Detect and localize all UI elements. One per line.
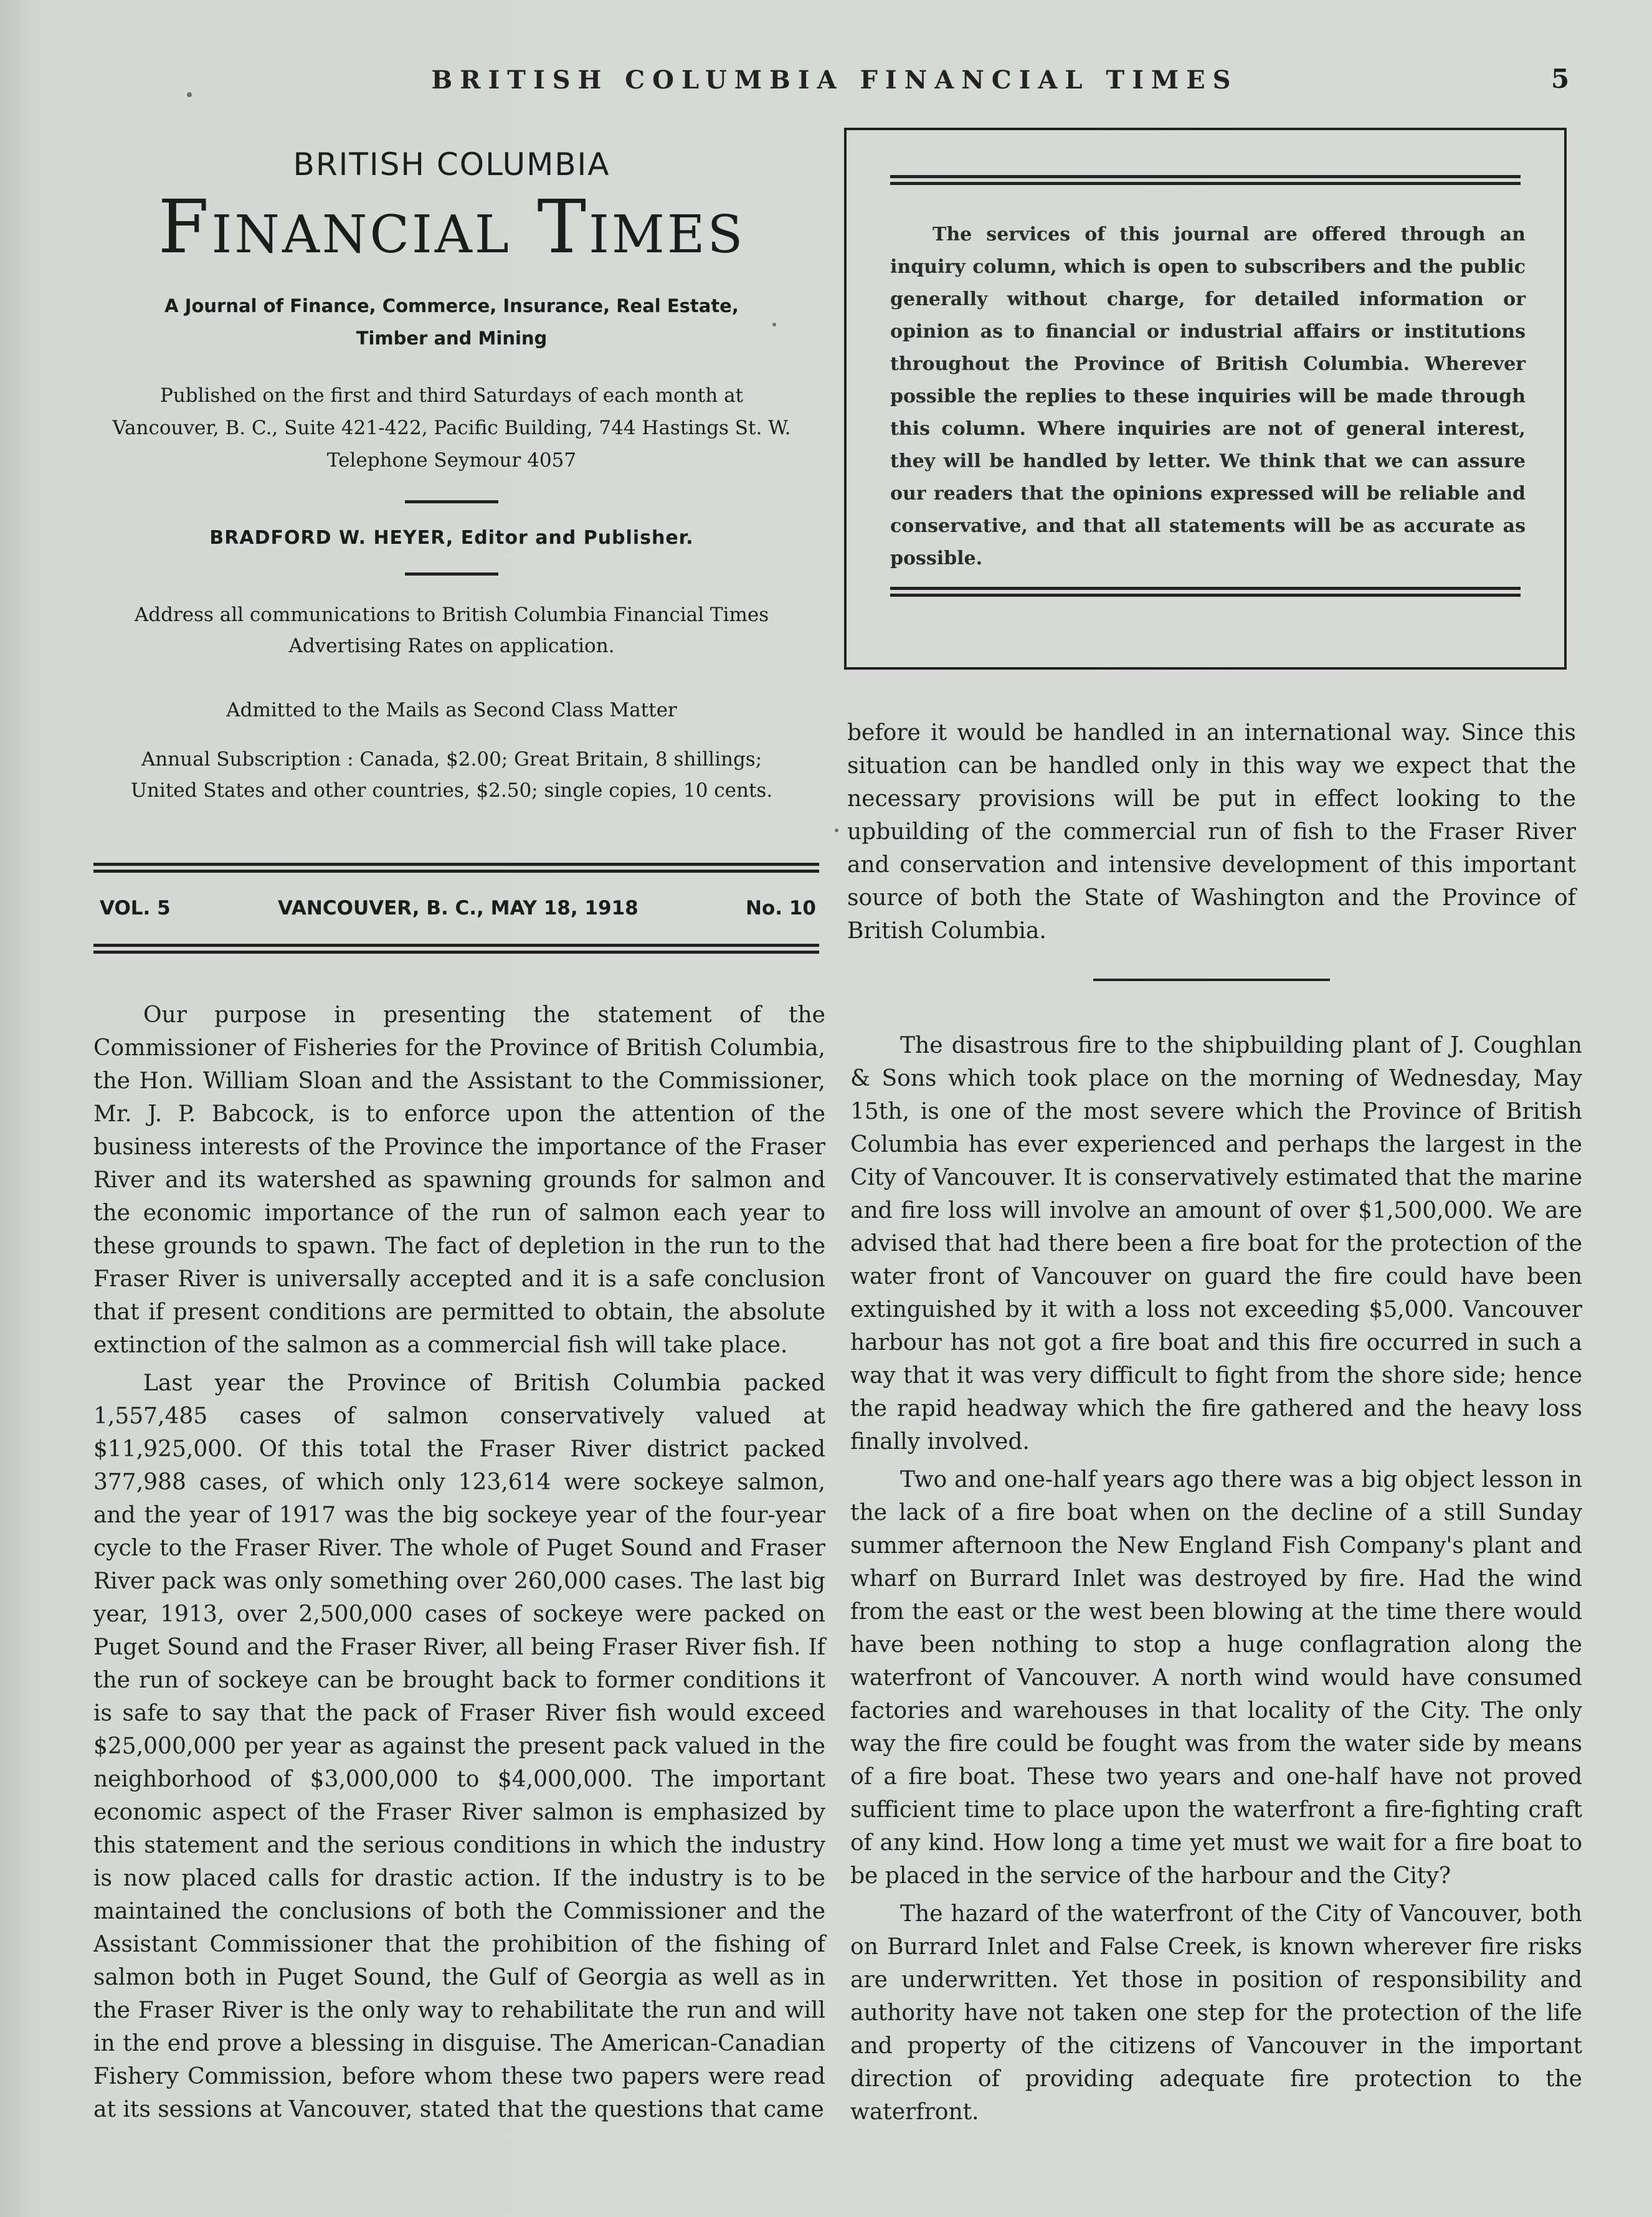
- issue-rule-bottom: [93, 944, 819, 954]
- box-rule-top: [890, 175, 1521, 185]
- running-head: BRITISH COLUMBIA FINANCIAL TIMES: [431, 65, 1238, 95]
- article-paragraph: Last year the Province of British Columbia packed 1,557,485 cases of salmon conservatively valued at $11,925,000. Of this total the Fraser River district packed 377,988 cases, of which only 123,614 were sockeye salmon, and the year of 1917 was the big sockeye year of the four-year cycle to the Fraser River. The whole of Puget Sound and Fraser River pack was only something over 260,000 cases. The last big year, 1913, over 2,500,000 cases of sockeye were packed on Puget Sound and the Fraser River, all being Fraser River fish. If the run of sockeye can be brought back to former conditions it is safe to say that the pack of Fraser River fish would exceed $25,000,000 per year as against the present pack valued in the neighborhood of $3,000,000 to $4,000,000. The important economic aspect of the Fraser River salmon is emphasized by this statement and the serious conditions in which the industry is now placed calls for drastic action. If the industry is to be maintained the conclusions of both the Commissioner and the Assistant Commissioner that the prohibition of the fishing of salmon both in Puget Sound, the Gulf of Georgia as well as in the Fraser River is the only way to rehabilitate the run and will in the end prove a blessing in disguise. The American-Canadian Fishery Commission, before whom these two papers were read at its sessions at Vancouver, stated that the questions that came: [93, 1370, 825, 2122]
- editorial-paragraph: The hazard of the waterfront of the City of Vancouver, both on Burrard Inlet and False Creek, is known wherever fire risks are underwritten. Yet those in position of responsibility and authority have not taken one step for the protection of the life and property of the citizens of Vancouver in the important direction of providing adequate fire protection to the waterfront.: [850, 1901, 1582, 2125]
- masthead-title-line1: BRITISH COLUMBIA: [293, 146, 610, 183]
- editorial-paragraph: The disastrous fire to the shipbuilding plant of J. Coughlan & Sons which took place on the morning of Wednesday, May 15th, is one of the most severe which the Province of British Columbia has ever experienced and perhaps the largest in the City of Vancouver. It is conservatively estimated that the marine and fire loss will involve an amount of over $1,500,000. We are advised that had there been a fire boat for the protection of the water front of Vancouver on guard the fire could have been extinguished by it with a loss not exceeding $5,000. Vancouver harbour has not got a fire boat and this fire occurred in such a way that it was very difficult to fight from the shore side; hence the rapid headway which the fire gathered and the heavy loss finally involved.: [850, 1033, 1582, 1455]
- inquiry-notice-box: [844, 128, 1567, 670]
- published-line2: Vancouver, B. C., Suite 421-422, Pacific Building, 744 Hastings St. W.: [112, 416, 791, 439]
- issue-rule-top: [93, 863, 819, 873]
- subtitle-line2: Timber and Mining: [356, 327, 548, 349]
- masthead: [87, 140, 816, 806]
- right-column-continuation: [847, 716, 1576, 952]
- ink-speck: [187, 92, 192, 97]
- editorial-paragraph: Two and one-half years ago there was a big object lesson in the lack of a fire boat when on the decline of a still Sunday summer afternoon the New England Fish Company's plant and wharf on Burrard Inlet was destroyed by fire. Had the wind from the east or the west been blowing at the time there would have been nothing to stop a huge conflagration along the waterfront of Vancouver. A north wind would have consumed factories and warehouses in that locality of the City. The only way the fire could be fought was from the water side by means of a fire boat. These two years and one-half have not proved sufficient time to place upon the waterfront a fire-fighting craft of any kind. How long a time yet must we wait for a fire boat to be placed in the service of the harbour and the City?: [850, 1467, 1582, 1889]
- ink-speck: [835, 828, 838, 832]
- publication-info: [87, 379, 816, 477]
- mail-class-notice: Admitted to the Mails as Second Class Matter: [226, 698, 677, 721]
- inquiry-notice-text: The services of this journal are offered through an inquiry column, which is open to subscribers and the public generally without charge, for detailed information or opinion as to financial or industrial affairs or institutions throughout the Province of British Columbia. Wherever possible the replies to these inquiries will be made through this column. Where inquiries are not of general interest, they will be handled by letter. We think that we can assure our readers that the opinions expressed will be reliable and conservative, and that all statements will be as accurate as possible.: [890, 224, 1526, 569]
- address-line2: Advertising Rates on application.: [288, 634, 615, 657]
- masthead-title-line2: Financial Times: [158, 184, 746, 270]
- subtitle-line1: A Journal of Finance, Commerce, Insurance, Real Estate,: [164, 295, 739, 316]
- box-rule-bottom: [890, 587, 1521, 597]
- published-line1: Published on the first and third Saturdays of each month at: [159, 384, 744, 407]
- address-line1: Address all communications to British Columbia Financial Times: [134, 603, 769, 626]
- volume: VOL. 5: [100, 897, 171, 919]
- divider: [405, 500, 498, 503]
- issue-line: [100, 897, 816, 919]
- issue-place-date: VANCOUVER, B. C., MAY 18, 1918: [278, 897, 638, 919]
- article-paragraph: Our purpose in presenting the statement of the Commissioner of Fisheries for the Province of British Columbia, the Hon. William Sloan and the Assistant to the Commissioner, Mr. J. P. Babcock, is to enforce upon the attention of the business interests of the Province the importance of the Fraser River and its watershed as spawning grounds for salmon and the economic importance of the run of salmon each year to these grounds to spawn. The fact of depletion in the run to the Fraser River is universally accepted and it is a safe conclusion that if present conditions are permitted to obtain, the absolute extinction of the salmon as a commercial fish will take place.: [93, 1002, 825, 1358]
- page-number: 5: [1551, 64, 1570, 94]
- issue-number: No. 10: [746, 897, 816, 919]
- subscription-line2: United States and other countries, $2.50; single copies, 10 cents.: [130, 779, 773, 802]
- subscription-line1: Annual Subscription : Canada, $2.00; Great Britain, 8 shillings;: [141, 748, 762, 771]
- subscription-info: [87, 744, 816, 806]
- left-column: [93, 999, 825, 2131]
- ink-speck: [772, 323, 776, 326]
- right-column-editorial: [850, 1029, 1582, 2134]
- masthead-subtitle: [87, 290, 816, 354]
- telephone: Telephone Seymour 4057: [326, 449, 577, 472]
- address-info: [87, 599, 816, 662]
- section-divider: [1093, 979, 1330, 981]
- divider: [405, 572, 498, 576]
- editor-credit: BRADFORD W. HEYER, Editor and Publisher.: [209, 526, 694, 549]
- article-continuation: before it would be handled in an international way. Since this situation can be handled only in this way we expect that the necessary provisions will be put in effect looking to the upbuilding of the commercial run of fish to the Fraser River and conservation and intensive development of this important source of both the State of Washington and the Province of British Columbia.: [847, 720, 1576, 944]
